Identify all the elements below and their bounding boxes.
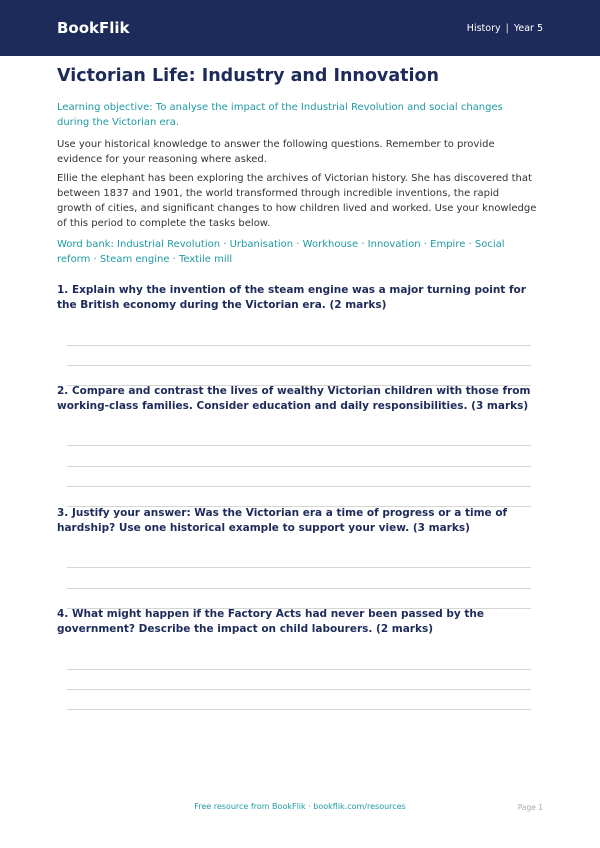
page-title: Victorian Life: Industry and Innovation [57,66,439,86]
title-area [57,66,543,86]
context-story: Ellie the elephant has been exploring the archives of Victorian history. She has discovered that between 1837 and 1901, the world transformed through incredible inventions, the rapid growth of cities, and significant changes to how children lived and worked. Use your knowledge of this period to complete the tasks below. [57,173,537,229]
answer-line[interactable] [67,567,531,568]
answer-line[interactable] [67,466,531,467]
page-number: Page 1 [517,803,543,812]
instructions-text: Use your historical knowledge to answer the following questions. Remember to provide evidence for your reasoning where asked. [57,139,495,165]
word-bank: Word bank: Industrial Revolution · Urbanisation · Workhouse · Innovation · Empire · Social reform · Steam engine · Textile mill [57,239,505,265]
answer-line[interactable] [67,365,531,366]
page-header [0,0,600,56]
question-3: 3. Justify your answer: Was the Victorian era a time of progress or a time of hardship? Use one historical example to support your view. (3 marks) [57,507,508,534]
answer-line[interactable] [67,669,531,670]
year-label: Year 5 [513,22,543,34]
question-4: 4. What might happen if the Factory Acts had never been passed by the government? Describe the impact on child labourers. (2 marks) [57,608,485,635]
answer-line[interactable] [67,709,531,710]
question-2: 2. Compare and contrast the lives of wealthy Victorian children with those from working-class families. Consider education and daily responsibilities. (3 marks) [57,385,531,412]
subject-year-meta [467,23,543,34]
answer-line[interactable] [67,588,531,589]
subject-label: History [466,22,501,34]
meta-separator: | [505,22,509,34]
answer-line[interactable] [67,486,531,487]
learning-objective: Learning objective: To analyse the impact of the Industrial Revolution and social changes during the Victorian era. [57,102,503,128]
answer-line[interactable] [67,345,531,346]
question-1: 1. Explain why the invention of the steam engine was a major turning point for the British economy during the Victorian era. (2 marks) [57,284,526,311]
footer-resource-link[interactable]: Free resource from BookFlik · bookflik.com/resources [194,802,406,811]
brand-logo-text[interactable]: BookFlik [57,19,130,37]
answer-line[interactable] [67,445,531,446]
answer-line[interactable] [67,689,531,690]
